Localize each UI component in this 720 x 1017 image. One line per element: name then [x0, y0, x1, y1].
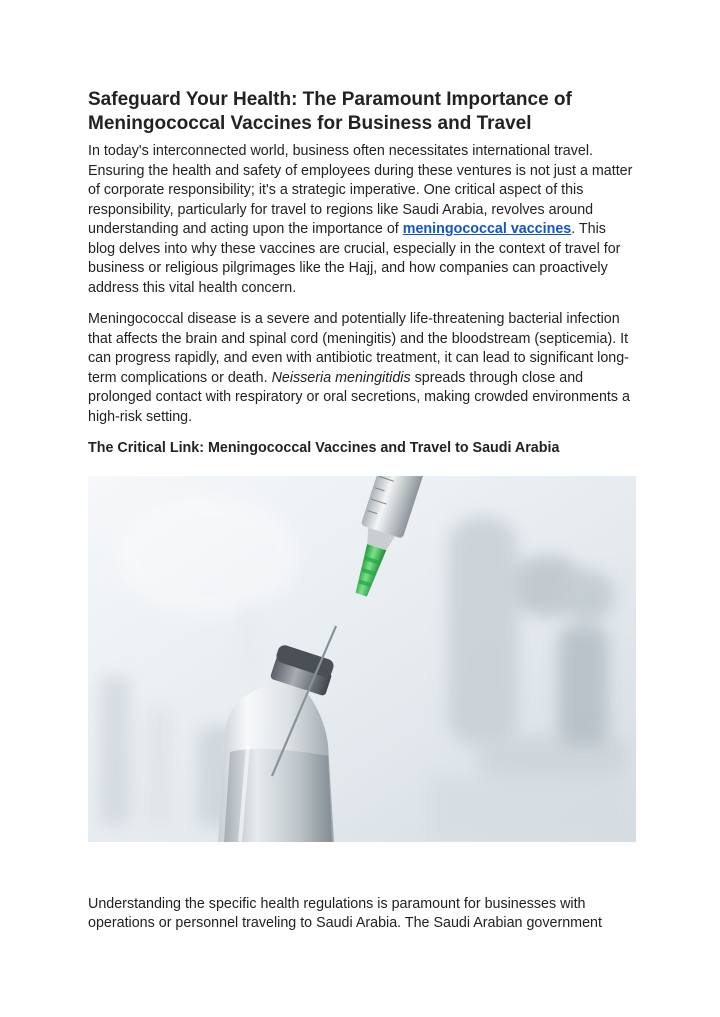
disease-text-after-italic: spreads through close and prolonged contact with respiratory or oral secretions, making crowded environments a high-risk setting. [88, 369, 630, 425]
section-subheading: The Critical Link: Meningococcal Vaccines and Travel to Saudi Arabia [88, 440, 560, 456]
bacteria-name-italic: Neisseria meningitidis [271, 369, 411, 386]
regulations-paragraph: Understanding the specific health regulations is paramount for businesses with operations or personnel traveling to Saudi Arabia. The Saudi Arabian government [88, 895, 602, 931]
disease-text-before-italic: Meningococcal disease is a severe and potentially life-threatening bacterial infection that affects the brain and spinal cord (meningitis) and the bloodstream (septicemia). It can progress rapidly, and even with antibiotic treatment, it can lead to significant long-term complications or death. [88, 311, 629, 386]
meningococcal-vaccines-link[interactable]: meningococcal vaccines [402, 221, 572, 237]
syringe-vial-photo [88, 476, 636, 842]
syringe-vial-illustration [88, 476, 636, 842]
intro-paragraph [88, 142, 636, 298]
article-title-line-1: Safeguard Your Health: The Paramount Importance of [88, 89, 572, 110]
light-highlight [118, 496, 298, 616]
intro-text-after-link: . This blog delves into why these vaccines are crucial, especially in the context of travel for business or religious pilgrimages like the Hajj, and how companies can proactively address this vital health concern. [88, 221, 621, 296]
article-title-line-2: Meningococcal Vaccines for Business and Travel [88, 113, 532, 134]
article-title [88, 88, 636, 136]
document-page [88, 88, 636, 934]
disease-paragraph [88, 310, 636, 427]
intro-text-before-link: In today's interconnected world, business often necessitates international travel. Ensuring the health and safety of employees during these ventures is not just a matter of corporate responsibility; it's a strategic imperative. One critical aspect of this responsibility, particularly for travel to regions like Saudi Arabia, revolves around understanding and acting upon the importance of [88, 143, 633, 237]
